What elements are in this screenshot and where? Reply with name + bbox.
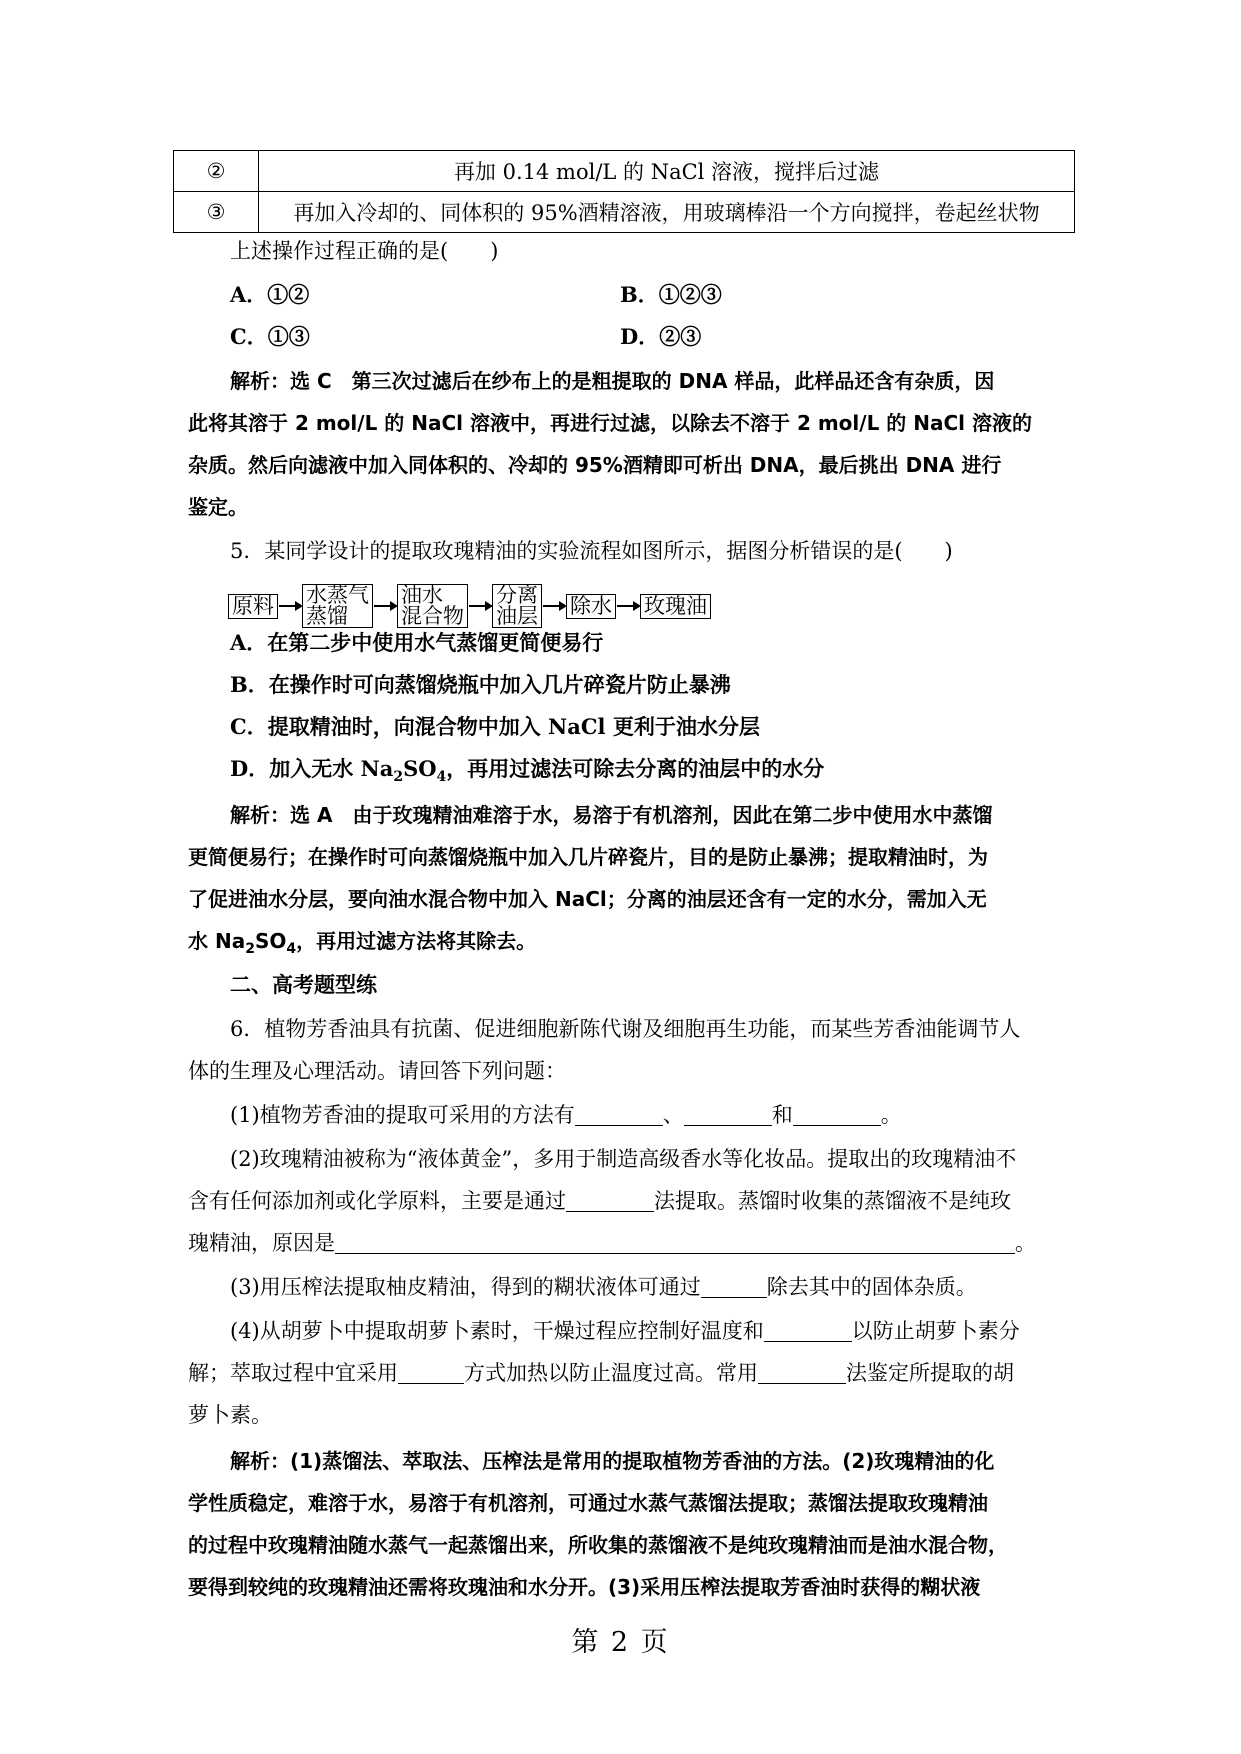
q4-analysis-line: 杂质。然后向滤液中加入同体积的、冷却的 95%酒精即可析出 DNA，最后挑出 DNA 进行: [188, 453, 1002, 477]
q4-option-d: D．②③: [620, 324, 702, 349]
analysis-label: 解析：: [230, 1449, 290, 1473]
flow-box-steam-distillation: 水蒸气 蒸馏: [302, 584, 373, 628]
answer-blank[interactable]: [793, 1105, 881, 1126]
analysis-label: 解析：: [230, 369, 290, 393]
q4-option-c: C．①③: [230, 324, 310, 349]
q4-stem: 上述操作过程正确的是( ): [230, 239, 499, 263]
answer-blank[interactable]: [398, 1363, 464, 1384]
answer-blank[interactable]: [566, 1191, 654, 1212]
q6-part2-line: 瑰精油，原因是 。: [188, 1231, 1036, 1255]
q4-analysis-line: 此将其溶于 2 mol/L 的 NaCl 溶液中，再进行过滤，以除去不溶于 2 mol/L 的 NaCl 溶液的: [188, 411, 1032, 435]
operations-table: [173, 150, 1075, 233]
row-number: ②: [174, 151, 259, 192]
q4-option-a: A．①②: [230, 282, 310, 307]
answer-blank[interactable]: [575, 1105, 663, 1126]
flow-box-oil-water-mixture: 油水 混合物: [397, 584, 468, 628]
q6-stem-line: 6．植物芳香油具有抗菌、促进细胞新陈代谢及细胞再生功能，而某些芳香油能调节人: [230, 1017, 1021, 1041]
page-number: 第 2 页: [571, 1627, 670, 1658]
q6-part2-line: 含有任何添加剂或化学原料，主要是通过 法提取。蒸馏时收集的蒸馏液不是纯玫: [188, 1189, 1011, 1213]
flow-box-remove-water: 除水: [566, 594, 616, 619]
q6-part1: (1)植物芳香油的提取可采用的方法有 、 和 。: [230, 1103, 902, 1127]
arrow-icon: [374, 605, 396, 607]
q5-analysis-line: 了促进油水分层，要向油水混合物中加入 NaCl；分离的油层还含有一定的水分，需加入无: [188, 887, 987, 911]
q6-analysis-line: 的过程中玫瑰精油随水蒸气一起蒸馏出来，所收集的蒸馏液不是纯玫瑰精油而是油水混合物，: [188, 1533, 1008, 1557]
q5-option-c: C．提取精油时，向混合物中加入 NaCl 更利于油水分层: [230, 714, 760, 739]
table-row: [174, 192, 1075, 233]
q4-option-b: B．①②③: [620, 282, 722, 307]
arrow-icon: [469, 605, 491, 607]
answer-blank[interactable]: [758, 1363, 846, 1384]
arrow-icon: [279, 605, 301, 607]
q6-part3: (3)用压榨法提取柚皮精油，得到的糊状液体可通过 除去其中的固体杂质。: [230, 1275, 977, 1299]
row-text: 再加入冷却的、同体积的 95%酒精溶液，用玻璃棒沿一个方向搅拌，卷起丝状物: [259, 192, 1075, 233]
q6-part4-line: 解；萃取过程中宜采用 方式加热以防止温度过高。常用 法鉴定所提取的胡: [188, 1361, 1014, 1385]
q5-option-d: D．加入无水 $Na_2SO_4$，再用过滤法可除去分离的油层中的水分: [230, 756, 825, 786]
flow-diagram: [228, 583, 711, 629]
analysis-label: 解析：: [230, 803, 290, 827]
arrow-icon: [617, 605, 639, 607]
q6-analysis-line: 学性质稳定，难溶于水，易溶于有机溶剂，可通过水蒸气蒸馏法提取；蒸馏法提取玫瑰精油: [188, 1491, 988, 1515]
arrow-icon: [543, 605, 565, 607]
table-row: [174, 151, 1075, 192]
q5-stem: 5．某同学设计的提取玫瑰精油的实验流程如图所示，据图分析错误的是( ): [230, 539, 953, 563]
q6-part4-line: (4)从胡萝卜中提取胡萝卜素时，干燥过程应控制好温度和 以防止胡萝卜素分: [230, 1319, 1020, 1343]
flow-box-raw-material: 原料: [228, 594, 278, 619]
q5-option-b: B．在操作时可向蒸馏烧瓶中加入几片碎瓷片防止暴沸: [230, 672, 731, 697]
q5-analysis-line: 解析：选 A 由于玫瑰精油难溶于水，易溶于有机溶剂，因此在第二步中使用水中蒸馏: [230, 803, 993, 827]
q6-analysis-line: 要得到较纯的玫瑰精油还需将玫瑰油和水分开。(3)采用压榨法提取芳香油时获得的糊状液: [188, 1575, 981, 1599]
section-heading: 二、高考题型练: [230, 972, 377, 997]
q5-option-a: A．在第二步中使用水气蒸馏更简便易行: [230, 630, 604, 655]
q4-analysis-line: 解析：选 C 第三次过滤后在纱布上的是粗提取的 DNA 样品，此样品还含有杂质，因: [230, 369, 995, 393]
row-text: 再加 0.14 mol/L 的 NaCl 溶液，搅拌后过滤: [259, 151, 1075, 192]
q6-part2-line: (2)玫瑰精油被称为“液体黄金”，多用于制造高级香水等化妆品。提取出的玫瑰精油不: [230, 1147, 1017, 1171]
row-number: ③: [174, 192, 259, 233]
q5-analysis-line: 水 $Na_2SO_4$，再用过滤方法将其除去。: [188, 929, 537, 957]
q4-analysis-line: 鉴定。: [188, 495, 248, 519]
answer-blank[interactable]: [764, 1321, 852, 1342]
answer-blank[interactable]: [701, 1277, 767, 1298]
answer-blank[interactable]: [684, 1105, 772, 1126]
q6-part4-line: 萝卜素。: [188, 1403, 272, 1427]
flow-box-separate-oil-layer: 分离 油层: [492, 584, 542, 628]
flow-box-rose-oil: 玫瑰油: [640, 594, 711, 619]
q5-analysis-line: 更简便易行；在操作时可向蒸馏烧瓶中加入几片碎瓷片，目的是防止暴沸；提取精油时，为: [188, 845, 988, 869]
q6-analysis-line: 解析：(1)蒸馏法、萃取法、压榨法是常用的提取植物芳香油的方法。(2)玫瑰精油的化: [230, 1449, 995, 1473]
q6-stem-line: 体的生理及心理活动。请回答下列问题：: [188, 1059, 566, 1083]
answer-blank[interactable]: [335, 1233, 1015, 1254]
